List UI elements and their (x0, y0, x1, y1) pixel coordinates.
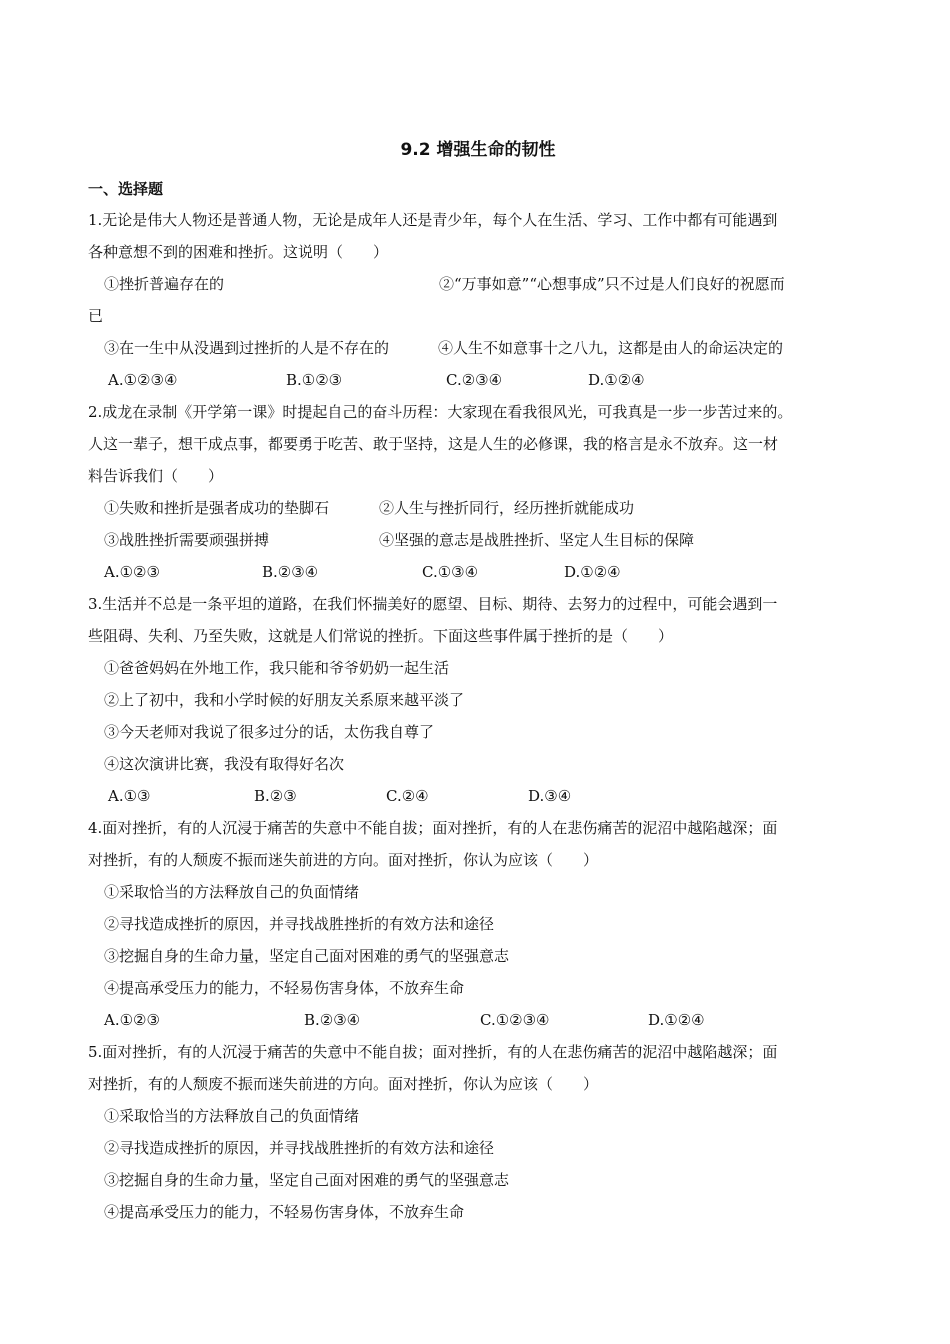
question-1-stem-line-1: 1.无论是伟大人物还是普通人物，无论是成年人还是青少年，每个人在生活、学习、工作中都有可能遇到 (88, 211, 778, 229)
question-5-statement-1: ①采取恰当的方法释放自己的负面情绪 (104, 1107, 360, 1125)
question-2-statement-2: ②人生与挫折同行，经历挫折就能成功 (379, 499, 635, 517)
question-1-option-c[interactable]: C.②③④ (446, 371, 503, 389)
question-2-stem-line-3: 料告诉我们（ ） (88, 467, 224, 485)
question-5-stem-line-2: 对挫折，有的人颓废不振而迷失前进的方向。面对挫折，你认为应该（ ） (88, 1075, 599, 1093)
question-4-options (88, 1004, 868, 1036)
question-3-option-d[interactable]: D.③④ (528, 787, 572, 805)
question-3-stem-line-2: 些阻碍、失利、乃至失败，这就是人们常说的挫折。下面这些事件属于挫折的是（ ） (88, 627, 674, 645)
question-3-statement-4: ④这次演讲比赛，我没有取得好名次 (104, 755, 345, 773)
question-5-stem-line-1: 5.面对挫折，有的人沉浸于痛苦的失意中不能自拔；面对挫折，有的人在悲伤痛苦的泥沼中越陷越深；面 (88, 1043, 778, 1061)
question-4-statement-3: ③挖掘自身的生命力量，坚定自己面对困难的勇气的坚强意志 (104, 947, 510, 965)
question-4-option-a[interactable]: A.①②③ (104, 1011, 160, 1029)
question-3-option-a[interactable]: A.①③ (108, 787, 151, 805)
question-3-stem-line-1: 3.生活并不总是一条平坦的道路，在我们怀揣美好的愿望、目标、期待、去努力的过程中，可能会遇到一 (88, 595, 778, 613)
question-2-option-d[interactable]: D.①②④ (564, 563, 621, 581)
question-4-statement-4: ④提高承受压力的能力，不轻易伤害身体，不放弃生命 (104, 979, 465, 997)
question-2-stem-line-2: 人这一辈子，想干成点事，都要勇于吃苦、敢于坚持，这是人生的必修课，我的格言是永不放弃。这一材 (88, 435, 779, 453)
question-3-options (88, 780, 868, 812)
question-2 (88, 396, 868, 588)
question-2-option-a[interactable]: A.①②③ (104, 563, 160, 581)
question-3-option-b[interactable]: B.②③ (254, 787, 297, 805)
question-1 (88, 204, 868, 396)
question-4-stem-line-2: 对挫折，有的人颓废不振而迷失前进的方向。面对挫折，你认为应该（ ） (88, 851, 599, 869)
question-1-option-a[interactable]: A.①②③④ (108, 371, 178, 389)
question-4-option-b[interactable]: B.②③④ (304, 1011, 361, 1029)
question-2-stem-line-1: 2.成龙在录制《开学第一课》时提起自己的奋斗历程：大家现在看我很风光，可我真是一步一步苦过来的。 (88, 403, 793, 421)
question-4-option-c[interactable]: C.①②③④ (480, 1011, 550, 1029)
question-4-statement-1: ①采取恰当的方法释放自己的负面情绪 (104, 883, 360, 901)
question-1-statement-1: ①挫折普遍存在的 (104, 275, 225, 293)
question-1-statement-2-continued: 已 (88, 307, 104, 325)
question-1-statement-4: ④人生不如意事十之八九，这都是由人的命运决定的 (438, 339, 784, 357)
question-2-statement-3: ③战胜挫折需要顽强拼搏 (104, 531, 270, 549)
question-5-statement-3: ③挖掘自身的生命力量，坚定自己面对困难的勇气的坚强意志 (104, 1171, 510, 1189)
question-4-option-d[interactable]: D.①②④ (648, 1011, 705, 1029)
page-title: 9.2 增强生命的韧性 (400, 140, 556, 160)
question-3-option-c[interactable]: C.②④ (386, 787, 429, 805)
question-2-option-c[interactable]: C.①③④ (422, 563, 479, 581)
question-3-statement-1: ①爸爸妈妈在外地工作，我只能和爷爷奶奶一起生活 (104, 659, 450, 677)
question-2-option-b[interactable]: B.②③④ (262, 563, 319, 581)
question-4-statement-2: ②寻找造成挫折的原因，并寻找战胜挫折的有效方法和途径 (104, 915, 495, 933)
question-2-statement-4: ④坚强的意志是战胜挫折、坚定人生目标的保障 (379, 531, 695, 549)
question-3-statement-2: ②上了初中，我和小学时候的好朋友关系原来越平淡了 (104, 691, 465, 709)
question-2-options (88, 556, 868, 588)
question-2-statement-1: ①失败和挫折是强者成功的垫脚石 (104, 499, 330, 517)
question-1-stem-line-2: 各种意想不到的困难和挫折。这说明（ ） (88, 243, 389, 261)
question-5-statement-2: ②寻找造成挫折的原因，并寻找战胜挫折的有效方法和途径 (104, 1139, 495, 1157)
question-1-options (88, 364, 868, 396)
question-2-statements-row-2 (88, 524, 868, 556)
question-3-statement-3: ③今天老师对我说了很多过分的话，太伤我自尊了 (104, 723, 435, 741)
question-1-option-b[interactable]: B.①②③ (286, 371, 343, 389)
question-1-statement-2: ②“万事如意”“心想事成”只不过是人们良好的祝愿而 (439, 275, 785, 293)
question-1-option-d[interactable]: D.①②④ (588, 371, 645, 389)
question-1-statements-row-2 (88, 332, 868, 364)
question-5 (88, 1036, 868, 1228)
worksheet-page (88, 136, 868, 1228)
question-4 (88, 812, 868, 1036)
question-1-statements-row-1 (88, 268, 868, 300)
question-4-stem-line-1: 4.面对挫折，有的人沉浸于痛苦的失意中不能自拔；面对挫折，有的人在悲伤痛苦的泥沼中越陷越深；面 (88, 819, 778, 837)
question-3 (88, 588, 868, 812)
question-1-statement-3: ③在一生中从没遇到过挫折的人是不存在的 (104, 339, 390, 357)
section-heading: 一、选择题 (88, 180, 164, 198)
question-2-statements-row-1 (88, 492, 868, 524)
question-5-statement-4: ④提高承受压力的能力，不轻易伤害身体，不放弃生命 (104, 1203, 465, 1221)
